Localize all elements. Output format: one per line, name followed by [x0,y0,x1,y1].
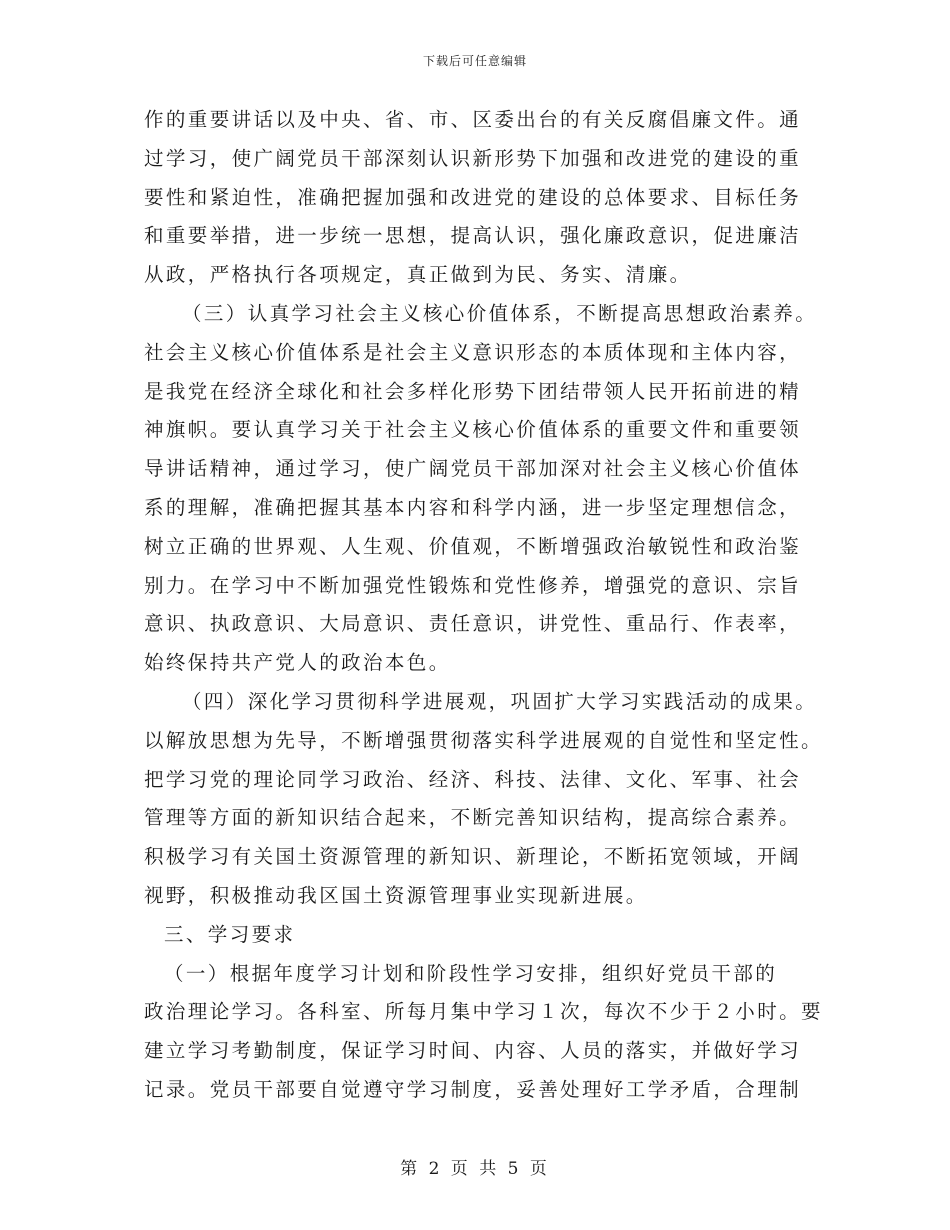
text-line: 要性和紧迫性，准确把握加强和改进党的建设的总体要求、目标任务 [144,185,802,209]
section-heading-3: （三）认真学习社会主义核心价值体系，不断提高思想政治素养。 [182,301,818,325]
text-line: 是我党在经济全球化和社会多样化形势下团结带领人民开拓前进的精 [144,379,802,403]
chapter-heading: 三、学习要求 [164,922,296,946]
text-line: 管理等方面的新知识结合起来，不断完善知识结构，提高综合素养。 [144,806,802,830]
text-line: 视野，积极推动我区国土资源管理事业实现新进展。 [144,883,648,907]
text-line: 政治理论学习。各科室、所每月集中学习１次，每次不少于２小时。要 [144,1000,823,1024]
text-line: 意识、执政意识、大局意识、责任意识，讲党性、重品行、作表率， [144,612,802,636]
text-line: 社会主义核心价值体系是社会主义意识形态的本质体现和主体内容， [144,340,802,364]
text-line: 从政，严格执行各项规定，真正做到为民、务实、清廉。 [144,263,692,287]
text-line: 以解放思想为先导，不断增强贯彻落实科学进展观的自觉性和坚定性。 [144,728,823,752]
text-line: 始终保持共产党人的政治本色。 [144,651,451,675]
text-line: 导讲话精神，通过学习，使广阔党员干部加深对社会主义核心价值体 [144,457,802,481]
text-line: 作的重要讲话以及中央、省、市、区委出台的有关反腐倡廉文件。通 [144,108,802,131]
section-heading-4: （四）深化学习贯彻科学进展观，巩固扩大学习实践活动的成果。 [182,689,818,713]
text-line: 和重要举措，进一步统一思想，提高认识，强化廉政意识，促进廉洁 [144,224,802,248]
page-header: 下载后可任意编辑 [422,54,527,68]
text-line: 别力。在学习中不断加强党性锻炼和党性修养，增强党的意识、宗旨 [144,573,802,597]
text-line: 记录。党员干部要自觉遵守学习制度，妥善处理好工学矛盾，合理制 [144,1077,802,1101]
text-line: 过学习，使广阔党员干部深刻认识新形势下加强和改进党的建设的重 [144,146,802,170]
text-line: 神旗帜。要认真学习关于社会主义核心价值体系的重要文件和重要领 [144,418,802,442]
text-line: 把学习党的理论同学习政治、经济、科技、法律、文化、军事、社会 [144,767,802,791]
section-heading-1: （一）根据年度学习计划和阶段性学习安排，组织好党员干部的 [164,961,778,985]
text-line: 树立正确的世界观、人生观、价值观，不断增强政治敏锐性和政治鉴 [144,534,802,558]
text-line: 建立学习考勤制度，保证学习时间、内容、人员的落实，并做好学习 [144,1039,802,1063]
text-line: 系的理解，准确把握其基本内容和科学内涵，进一步坚定理想信念， [144,495,802,519]
text-line: 积极学习有关国土资源管理的新知识、新理论，不断拓宽领域，开阔 [144,845,802,869]
document-body [144,101,823,1110]
page-number: 第 2 页 共 5 页 [400,1159,550,1179]
